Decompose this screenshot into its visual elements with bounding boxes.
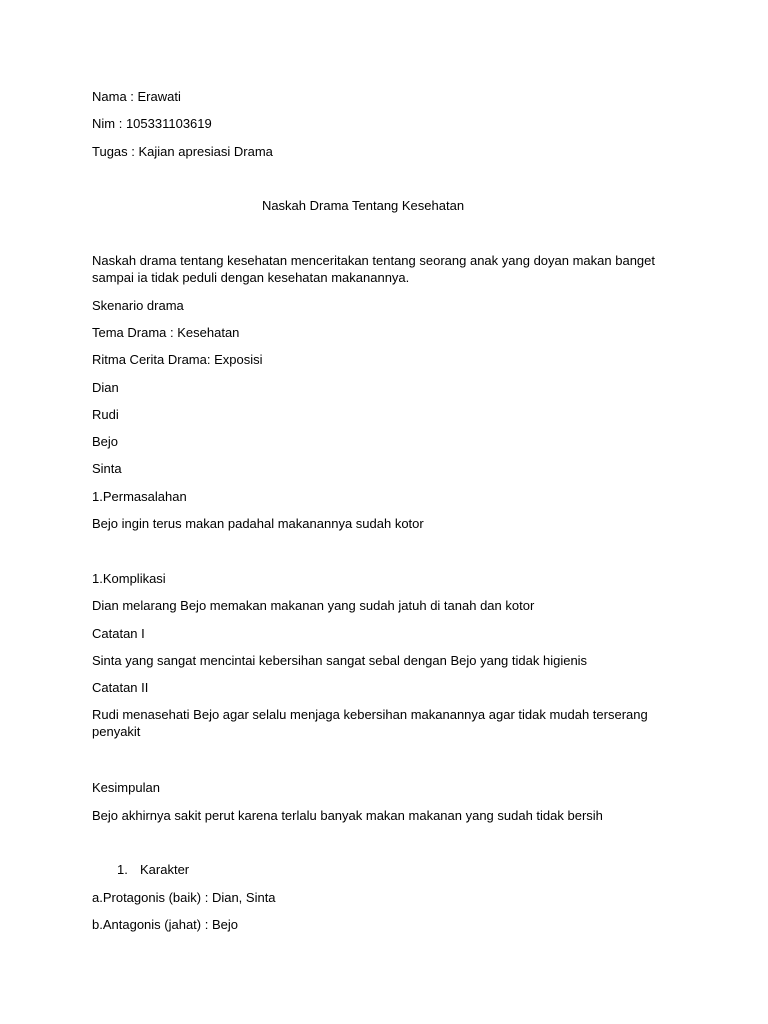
komplikasi-heading: 1.Komplikasi [92, 571, 166, 586]
skenario-label: Skenario drama [92, 298, 184, 313]
intro-paragraph: Naskah drama tentang kesehatan menceritakan tentang seorang anak yang doyan makan banget sampai ia tidak peduli dengan kesehatan makanannya. [92, 253, 655, 285]
character-dian: Dian [92, 380, 119, 395]
character-rudi: Rudi [92, 407, 119, 422]
antagonis-line: b.Antagonis (jahat) : Bejo [92, 917, 238, 932]
document-title: Naskah Drama Tentang Kesehatan [261, 198, 465, 213]
kesimpulan-text: Bejo akhirnya sakit perut karena terlalu banyak makan makanan yang sudah tidak bersih [92, 808, 603, 823]
student-nim: Nim : 105331103619 [92, 116, 212, 131]
karakter-number: 1. [117, 862, 128, 877]
permasalahan-heading: 1.Permasalahan [92, 489, 187, 504]
karakter-heading: Karakter [140, 862, 190, 877]
catatan-2-text: Rudi menasehati Bejo agar selalu menjaga kebersihan makanannya agar tidak mudah terserang penyakit [92, 707, 648, 739]
assignment-title: Tugas : Kajian apresiasi Drama [92, 144, 273, 159]
catatan-2-heading: Catatan II [92, 680, 149, 695]
catatan-1-heading: Catatan I [92, 626, 145, 641]
permasalahan-text: Bejo ingin terus makan padahal makanannya sudah kotor [92, 516, 424, 531]
tema-line: Tema Drama : Kesehatan [92, 325, 240, 340]
ritma-line: Ritma Cerita Drama: Exposisi [92, 352, 263, 367]
student-name: Nama : Erawati [92, 89, 181, 104]
komplikasi-text: Dian melarang Bejo memakan makanan yang sudah jatuh di tanah dan kotor [92, 598, 535, 613]
kesimpulan-heading: Kesimpulan [92, 780, 160, 795]
character-sinta: Sinta [92, 461, 122, 476]
catatan-1-text: Sinta yang sangat mencintai kebersihan sangat sebal dengan Bejo yang tidak higienis [92, 653, 588, 668]
protagonis-line: a.Protagonis (baik) : Dian, Sinta [92, 890, 276, 905]
character-bejo: Bejo [92, 434, 119, 449]
